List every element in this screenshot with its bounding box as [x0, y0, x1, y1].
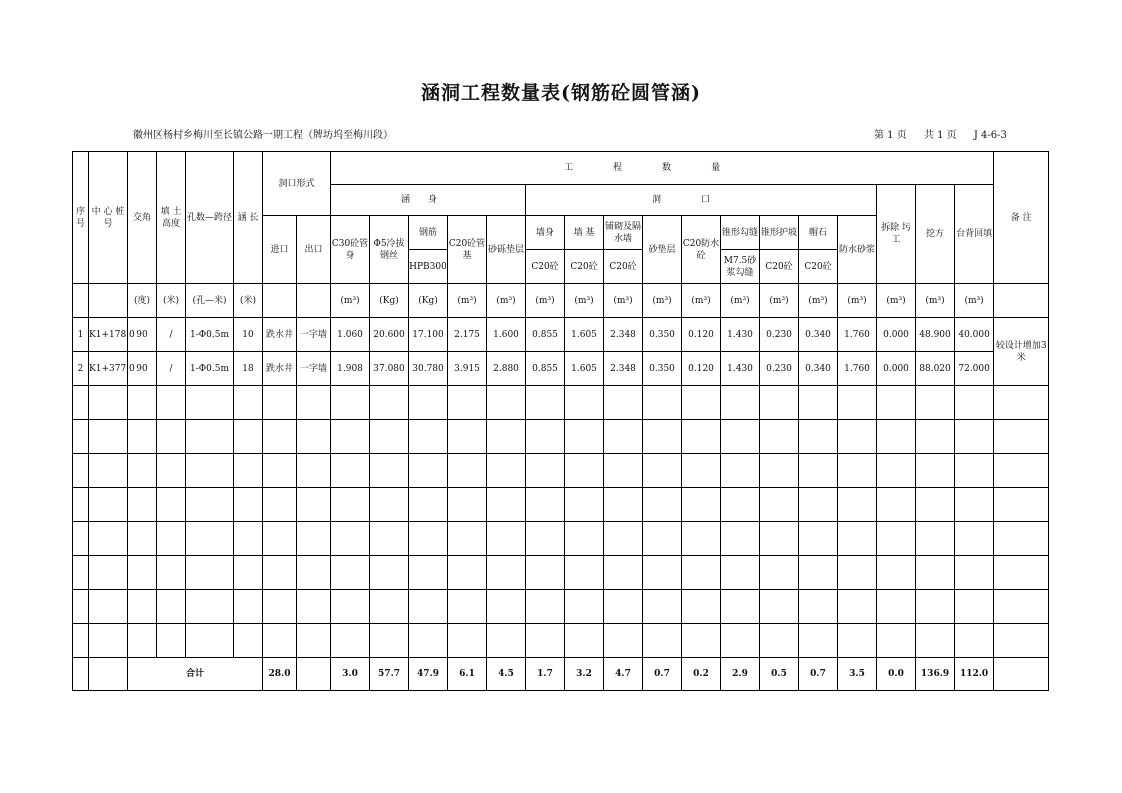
total-cap: 0.7 [799, 658, 838, 691]
cell-c20base: 2.175 [448, 318, 487, 352]
total-paving: 4.7 [604, 658, 643, 691]
unit-m3: (m³) [682, 284, 721, 318]
unit-m: (米) [234, 284, 263, 318]
empty-row [73, 590, 1049, 624]
header-quantities: 工程数量 [331, 152, 994, 185]
document-title: 涵洞工程数量表(钢筋砼圆管涵) [421, 82, 701, 104]
unit-m3: (m³) [643, 284, 682, 318]
header-remark: 备 注 [994, 152, 1049, 284]
empty-row [73, 454, 1049, 488]
unit-m3: (m³) [955, 284, 994, 318]
cell-fill: / [157, 352, 186, 386]
total-slope: 0.5 [760, 658, 799, 691]
cell-length: 10 [234, 318, 263, 352]
cell-demolish: 0.000 [877, 352, 916, 386]
header-portal: 洞口 [526, 185, 877, 216]
cell-station: K1+377.0 [89, 352, 128, 386]
cell-remark: 较设计增加3米 [994, 318, 1049, 386]
unit-m3: (m³) [487, 284, 526, 318]
cell-outlet: 一字墙 [297, 318, 331, 352]
empty-row [73, 488, 1049, 522]
cell-c20base: 3.915 [448, 352, 487, 386]
cell-paving: 2.348 [604, 318, 643, 352]
cell-seq: 2 [73, 352, 89, 386]
empty-row [73, 556, 1049, 590]
header-phi5-wire: Φ5冷拔钢丝 [370, 216, 409, 284]
totals-row [73, 658, 1049, 691]
unit-span: (孔—米) [186, 284, 234, 318]
unit-m3: (m³) [721, 284, 760, 318]
unit-m3: (m³) [916, 284, 955, 318]
unit-m: (米) [157, 284, 186, 318]
cell-phi5: 37.080 [370, 352, 409, 386]
unit-cell [89, 284, 128, 318]
cell-joint: 1.430 [721, 318, 760, 352]
cell-cap: 0.340 [799, 318, 838, 352]
total-wall: 1.7 [526, 658, 565, 691]
header-backfill: 台背回填 [955, 185, 994, 284]
total-empty [994, 658, 1049, 691]
cell-mortar: 1.760 [838, 318, 877, 352]
cell-mortar: 1.760 [838, 352, 877, 386]
cell-sand: 0.350 [643, 352, 682, 386]
table-row [73, 352, 1049, 386]
cell-rebar: 17.100 [409, 318, 448, 352]
cell-span: 1-Φ0.5m [186, 352, 234, 386]
total-gravel: 4.5 [487, 658, 526, 691]
cell-c20wp: 0.120 [682, 352, 721, 386]
cell-c30: 1.908 [331, 352, 370, 386]
total-empty [297, 658, 331, 691]
header-cone-slope: 锥形护坡 [760, 216, 799, 250]
header-wall-base-c20: C20砼 [565, 250, 604, 284]
header-rebar: 钢筋 [409, 216, 448, 250]
total-c30: 3.0 [331, 658, 370, 691]
cell-backfill: 72.000 [955, 352, 994, 386]
cell-station: K1+178.0 [89, 318, 128, 352]
drawing-number: J 4-6-3 [973, 130, 1007, 141]
cell-length: 18 [234, 352, 263, 386]
cell-rebar: 30.780 [409, 352, 448, 386]
unit-kg: (Kg) [370, 284, 409, 318]
unit-cell [263, 284, 297, 318]
total-empty [73, 658, 89, 691]
cell-wall: 0.855 [526, 318, 565, 352]
header-slope-c20: C20砼 [760, 250, 799, 284]
total-mortar: 3.5 [838, 658, 877, 691]
header-fill-height: 填 土 高度 [157, 152, 186, 284]
total-label: 合计 [128, 658, 263, 691]
cell-slope: 0.230 [760, 318, 799, 352]
cell-cap: 0.340 [799, 352, 838, 386]
cell-skew: 90 [128, 318, 157, 352]
unit-m3: (m³) [331, 284, 370, 318]
header-paving: 铺砌及隔水墙 [604, 216, 643, 250]
unit-kg: (Kg) [409, 284, 448, 318]
unit-cell [73, 284, 89, 318]
table-row [73, 318, 1049, 352]
total-c20wp: 0.2 [682, 658, 721, 691]
total-pages: 共 1 页 [923, 130, 957, 141]
page-info [874, 126, 1021, 141]
header-c20-waterproof: C20防水砼 [682, 216, 721, 284]
cell-fill: / [157, 318, 186, 352]
header-cone-joint: 锥形勾缝 [721, 216, 760, 250]
cell-inlet: 跌水井 [263, 352, 297, 386]
header-demolish: 拆除 圬工 [877, 185, 916, 284]
cell-skew: 90 [128, 352, 157, 386]
header-wall: 墙身 [526, 216, 565, 250]
unit-m3: (m³) [760, 284, 799, 318]
header-c30-pipe: C30砼管身 [331, 216, 370, 284]
header-skew: 交角 [128, 152, 157, 284]
cell-c30: 1.060 [331, 318, 370, 352]
empty-row [73, 522, 1049, 556]
unit-m3: (m³) [799, 284, 838, 318]
header-body: 涵身 [331, 185, 526, 216]
header-c20-base: C20砼管基 [448, 216, 487, 284]
cell-wall: 0.855 [526, 352, 565, 386]
cell-wallbase: 1.605 [565, 318, 604, 352]
cell-inlet: 跌水井 [263, 318, 297, 352]
page-number: 第 1 页 [874, 130, 907, 141]
cell-gravel: 1.600 [487, 318, 526, 352]
unit-m3: (m³) [565, 284, 604, 318]
total-demolish: 0.0 [877, 658, 916, 691]
cell-wallbase: 1.605 [565, 352, 604, 386]
header-span: 孔数—跨径 [186, 152, 234, 284]
cell-excavation: 48.900 [916, 318, 955, 352]
header-length: 涵 长 [234, 152, 263, 284]
total-wallbase: 3.2 [565, 658, 604, 691]
header-cap-stone: 帽石 [799, 216, 838, 250]
total-rebar: 47.9 [409, 658, 448, 691]
unit-cell [297, 284, 331, 318]
header-seq: 序号 [73, 152, 89, 284]
header-gravel-bed: 砂砾垫层 [487, 216, 526, 284]
empty-row [73, 386, 1049, 420]
cell-demolish: 0.000 [877, 318, 916, 352]
header-sand-bed: 砂垫层 [643, 216, 682, 284]
total-joint: 2.9 [721, 658, 760, 691]
project-name: 徽州区杨村乡梅川至长镇公路一期工程（牌坊坞至梅川段） [133, 130, 393, 141]
cell-c20wp: 0.120 [682, 318, 721, 352]
unit-deg: (度) [128, 284, 157, 318]
header-paving-c20: C20砼 [604, 250, 643, 284]
empty-row [73, 420, 1049, 454]
unit-cell [994, 284, 1049, 318]
cell-phi5: 20.600 [370, 318, 409, 352]
cell-outlet: 一字墙 [297, 352, 331, 386]
cell-joint: 1.430 [721, 352, 760, 386]
unit-m3: (m³) [838, 284, 877, 318]
header-waterproof-mortar: 防水砂浆 [838, 216, 877, 284]
total-backfill: 112.0 [955, 658, 994, 691]
header-excavation: 挖方 [916, 185, 955, 284]
cell-gravel: 2.880 [487, 352, 526, 386]
header-wall-base: 墙 基 [565, 216, 604, 250]
header-wall-c20: C20砼 [526, 250, 565, 284]
cell-slope: 0.230 [760, 352, 799, 386]
cell-seq: 1 [73, 318, 89, 352]
empty-row [73, 624, 1049, 658]
cell-backfill: 40.000 [955, 318, 994, 352]
total-phi5: 57.7 [370, 658, 409, 691]
header-inlet: 进口 [263, 216, 297, 284]
header-cap-c20: C20砼 [799, 250, 838, 284]
total-c20base: 6.1 [448, 658, 487, 691]
unit-m3: (m³) [448, 284, 487, 318]
total-length: 28.0 [263, 658, 297, 691]
total-sand: 0.7 [643, 658, 682, 691]
header-hpb300: HPB300 [409, 250, 448, 284]
cell-sand: 0.350 [643, 318, 682, 352]
header-m75-joint: M7.5砂浆勾缝 [721, 250, 760, 284]
total-excavation: 136.9 [916, 658, 955, 691]
header-outlet: 出口 [297, 216, 331, 284]
total-empty [89, 658, 128, 691]
header-station: 中 心 桩 号 [89, 152, 128, 284]
header-portal-form: 洞口形式 [263, 152, 331, 216]
cell-span: 1-Φ0.5m [186, 318, 234, 352]
unit-m3: (m³) [604, 284, 643, 318]
cell-excavation: 88.020 [916, 352, 955, 386]
unit-m3: (m³) [526, 284, 565, 318]
culvert-quantity-table [72, 151, 1049, 691]
unit-m3: (m³) [877, 284, 916, 318]
cell-paving: 2.348 [604, 352, 643, 386]
